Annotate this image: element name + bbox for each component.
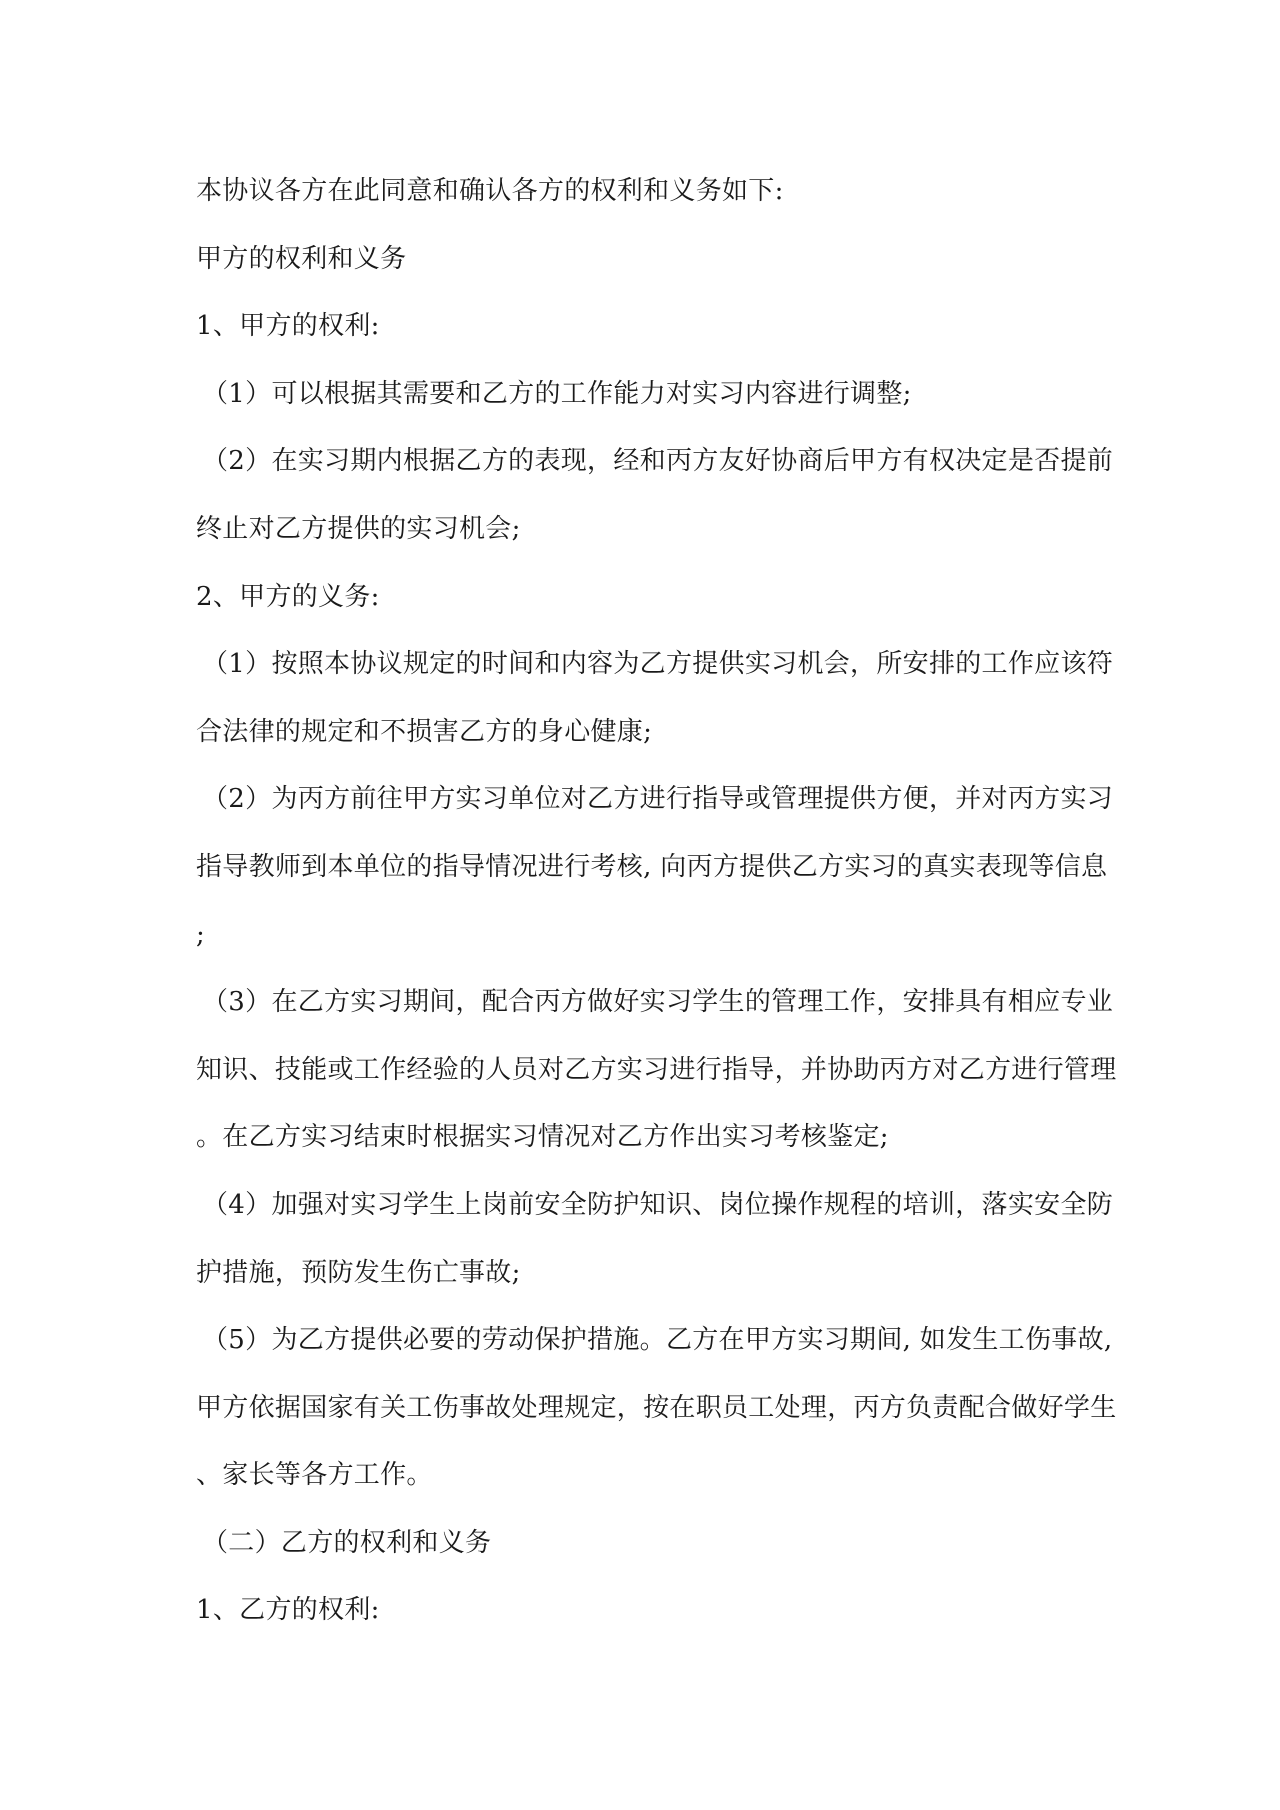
clause-line: （1）按照本协议规定的时间和内容为乙方提供实习机会，所安排的工作应该符 — [202, 649, 1114, 680]
clause-line: （5）为乙方提供必要的劳动保护措施。乙方在甲方实习期间, 如发生工伤事故, — [202, 1325, 1113, 1356]
clause-line: 终止对乙方提供的实习机会; — [196, 513, 521, 544]
subsection-heading: 1、乙方的权利: — [196, 1595, 380, 1626]
document-body — [196, 158, 1117, 1645]
subsection-heading: 1、甲方的权利: — [196, 311, 380, 342]
clause-line: 知识、技能或工作经验的人员对乙方实习进行指导，并协助丙方对乙方进行管理 — [196, 1054, 1117, 1085]
clause-line: （2）在实习期内根据乙方的表现，经和丙方友好协商后甲方有权决定是否提前 — [202, 446, 1114, 477]
intro-line: 本协议各方在此同意和确认各方的权利和义务如下: — [196, 176, 784, 206]
clause-line: 指导教师到本单位的指导情况进行考核, 向丙方提供乙方实习的真实表现等信息 — [196, 851, 1108, 882]
clause-line: 甲方依据国家有关工伤事故处理规定，按在职员工处理，丙方负责配合做好学生 — [196, 1392, 1117, 1423]
clause-line: 。在乙方实习结束时根据实习情况对乙方作出实习考核鉴定; — [196, 1122, 889, 1153]
clause-line: （4）加强对实习学生上岗前安全防护知识、岗位操作规程的培训，落实安全防 — [202, 1189, 1114, 1220]
clause-line: （1）可以根据其需要和乙方的工作能力对实习内容进行调整; — [202, 378, 912, 409]
clause-line: 、家长等各方工作。 — [196, 1460, 433, 1491]
section-heading: （二）乙方的权利和义务 — [202, 1527, 492, 1558]
section-heading: 甲方的权利和义务 — [196, 243, 407, 274]
clause-line: ; — [196, 919, 206, 950]
clause-line: （2）为丙方前往甲方实习单位对乙方进行指导或管理提供方便，并对丙方实习 — [202, 784, 1114, 815]
clause-line: 护措施，预防发生伤亡事故; — [196, 1257, 521, 1288]
clause-line: （3）在乙方实习期间，配合丙方做好实习学生的管理工作，安排具有相应专业 — [202, 987, 1114, 1018]
subsection-heading: 2、甲方的义务: — [196, 581, 380, 612]
clause-line: 合法律的规定和不损害乙方的身心健康; — [196, 716, 653, 747]
